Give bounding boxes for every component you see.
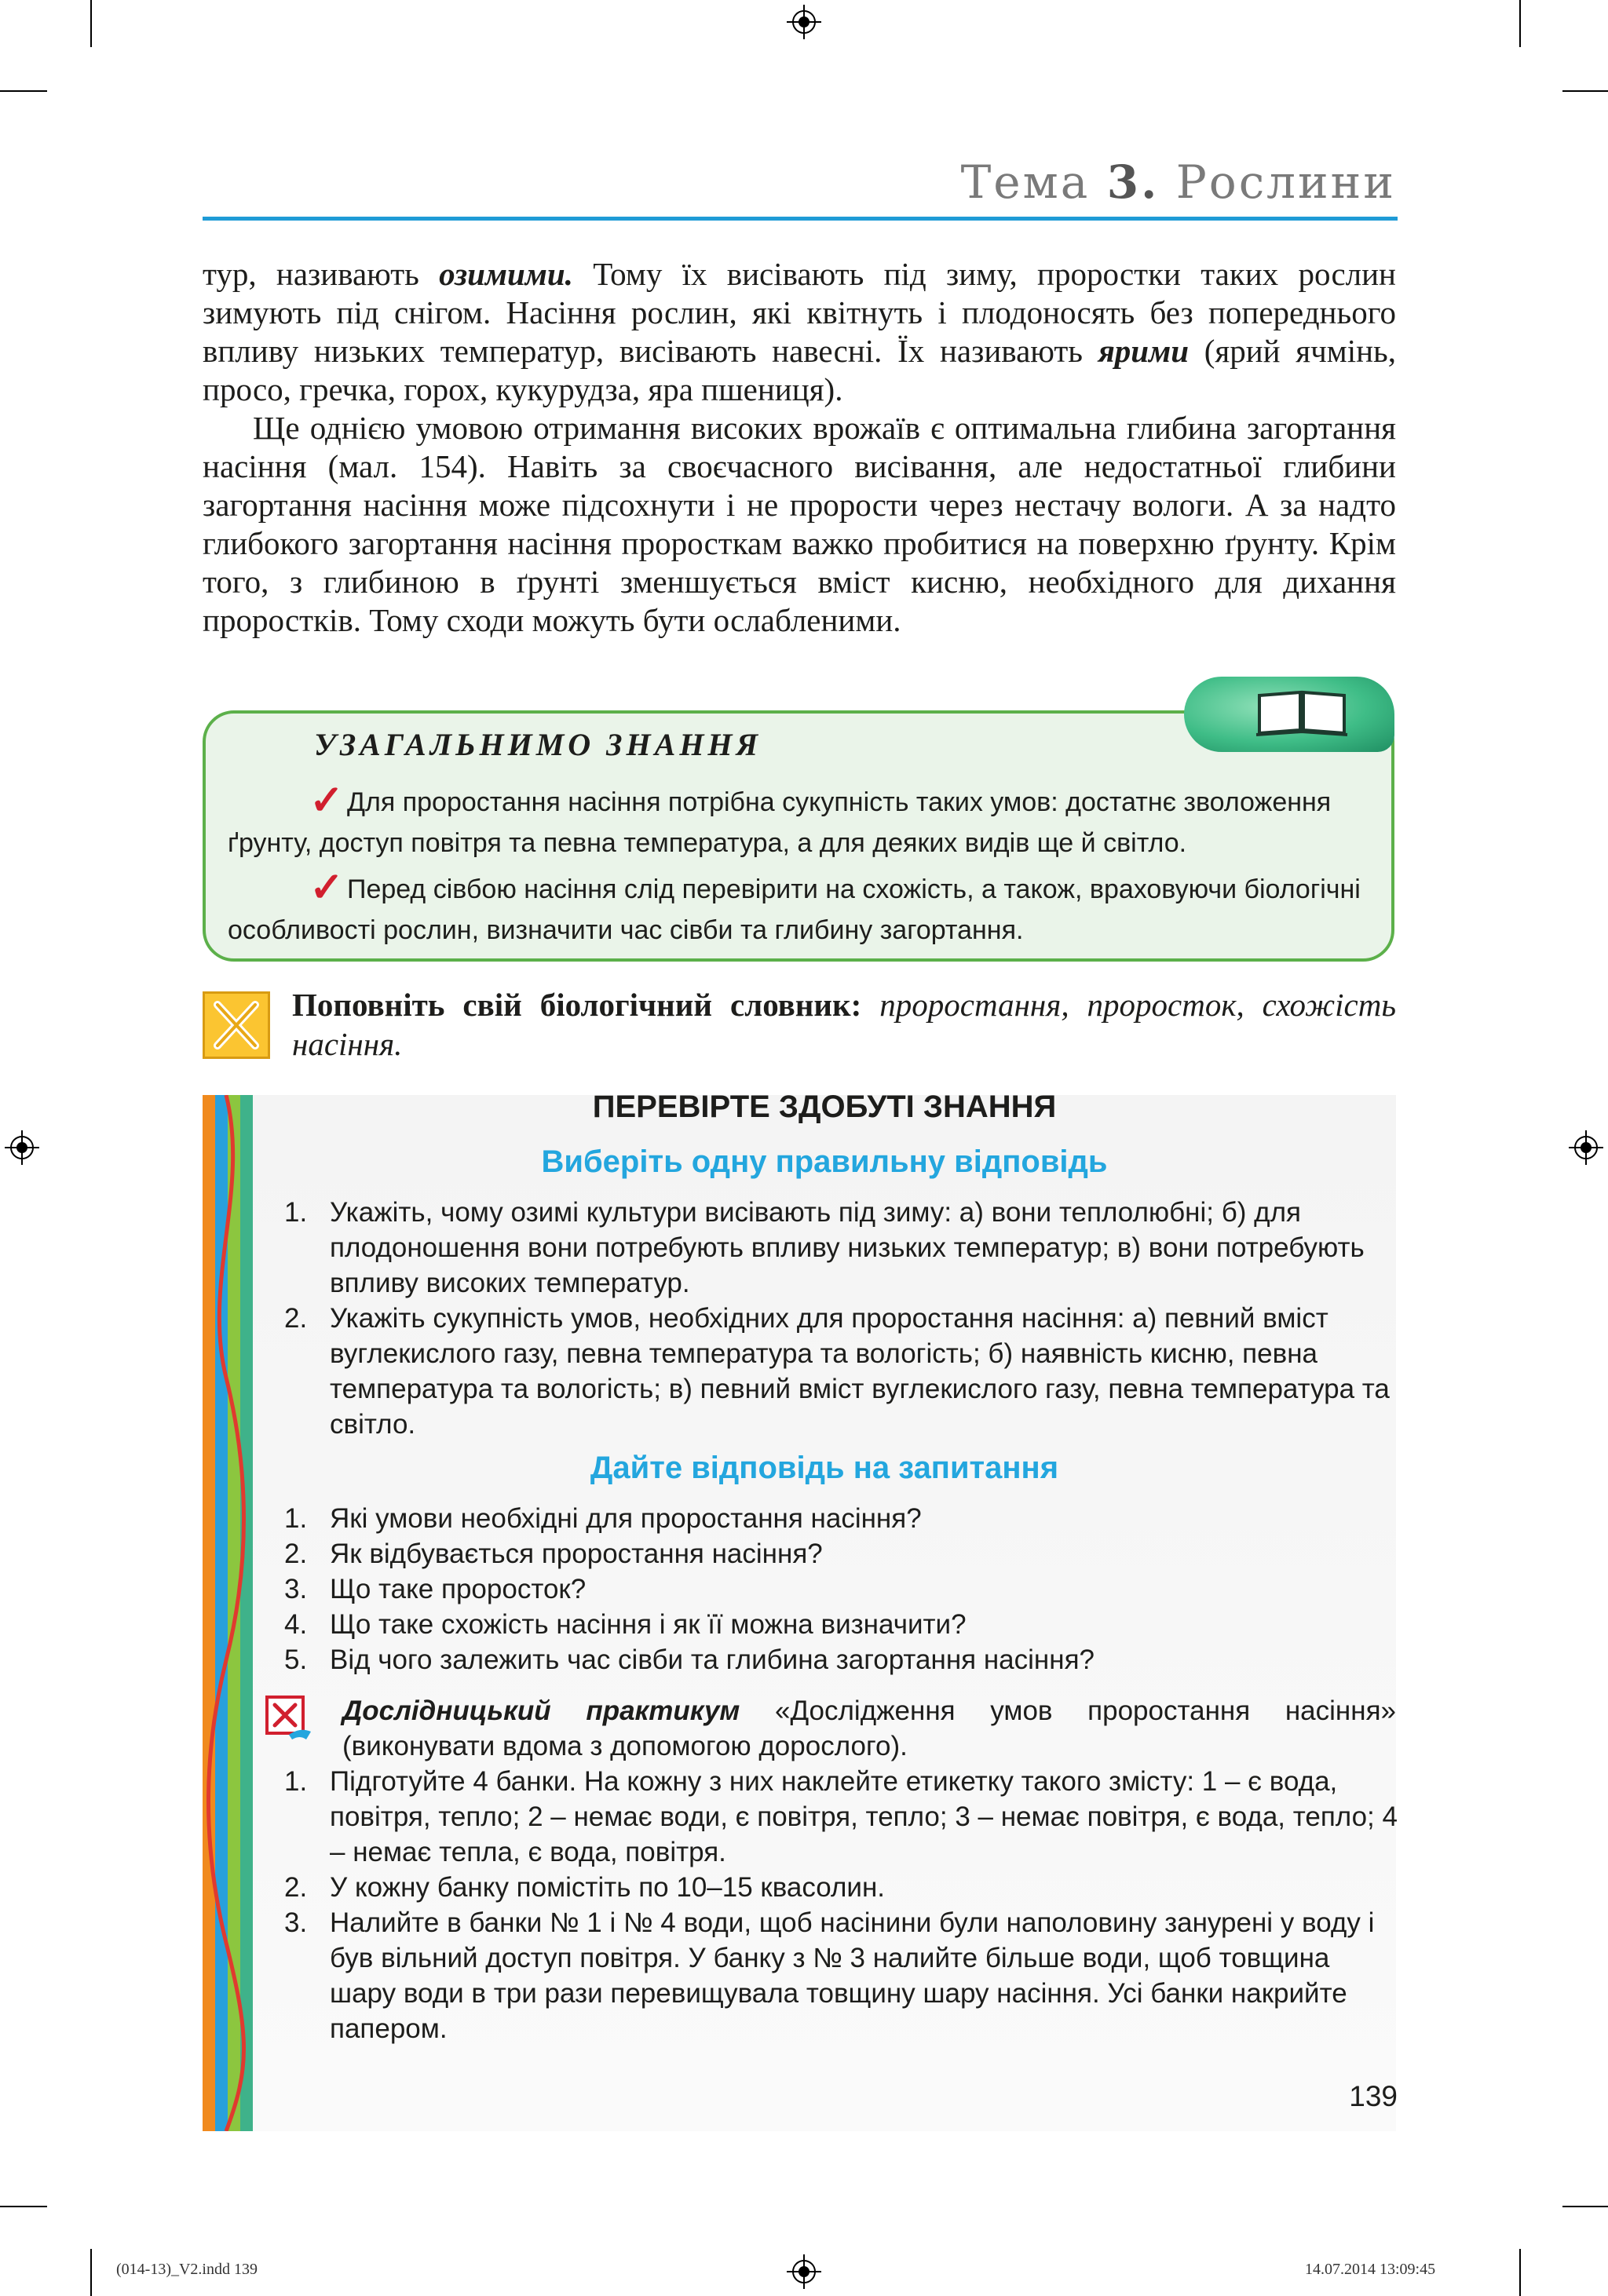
intro-paragraph-2: Ще однією умовою отримання високих врожаїв є оптимальна глибина загортання насіння (мал. 154). Навіть за своєчасного висівання, але недостатньої глибини загортання насіння може підсохнути і не прорости через нестачу вологи. А за надто глибокого загортання насіння проросткам важко пробитися на поверхню ґрунту. Крім того, з глибиною в ґрунті зменшується вміст кисню, необхідного для дихання проростків. Тому сходи можуть бути ослабленими. [203,410,1396,638]
item-number: 5. [284,1644,308,1675]
item-number: 1. [284,1766,308,1797]
item-number: 2. [284,1303,308,1334]
registration-mark-icon [787,2254,821,2289]
dictionary-words: проростання, проросток, схожість насіння. [292,987,1396,1062]
item-text: Від чого залежить час сівби та глибина загортання насіння? [330,1644,1095,1675]
item-number: 3. [284,1574,308,1604]
slug-file: (014-13)_V2.indd 139 [116,2261,258,2278]
item-number: 2. [284,1539,308,1569]
summary-item-text: Перед сівбою насіння слід перевірити на схожість, а також, враховуючи біологічні особливості рослин, визначити час сівби та глибину загортання. [228,874,1361,945]
intro-paragraph-1 [203,255,1396,409]
check-title: ПЕРЕВІРТЕ ЗДОБУТІ ЗНАННЯ [592,1090,1057,1124]
practicum-intro [342,1693,1396,1764]
list-item [275,1571,1398,1607]
item-number: 2. [284,1872,308,1903]
dictionary-text [292,985,1396,1064]
slug-date: 14.07.2014 13:09:45 [1305,2261,1436,2278]
item-number: 4. [284,1609,308,1640]
practicum-steps [275,1764,1398,2046]
crop-mark [1562,90,1608,92]
item-number: 1. [284,1197,308,1228]
topic-word: Тема [960,155,1091,209]
item-text: Що таке проросток? [330,1574,587,1604]
checkmark-icon: ✓ [309,778,344,823]
crop-mark [0,2206,47,2207]
item-number: 3. [284,1907,308,1938]
item-text: Що таке схожість насіння і як її можна визначити? [330,1609,967,1640]
item-text: Які умови необхідні для проростання насіння? [330,1503,922,1534]
page-number: 139 [1349,2080,1398,2112]
practicum-description: «Дослідження умов проростання насіння» (виконувати вдома з допомогою дорослого). [342,1696,1396,1761]
dictionary-lead: Поповніть свій біологічний словник: [292,987,862,1023]
list-item [275,1301,1398,1442]
crop-mark [90,2249,92,2296]
qa-list [275,1501,1398,1677]
mc-title: Виберіть одну правильну відповідь [541,1144,1108,1179]
list-item [275,1195,1398,1301]
summary-item-1 [228,780,1366,863]
topic-name: Рослини [1175,155,1396,209]
qa-title: Дайте відповідь на запитання [590,1451,1059,1485]
summary-title: УЗАГАЛЬНИМО ЗНАННЯ [314,727,762,762]
topic-header [961,155,1396,209]
registration-mark-icon [5,1130,39,1165]
list-item [275,1764,1398,1870]
summary-item-2 [228,867,1366,951]
item-text: Укажіть, чому озимі культури висівають під зиму: а) вони теплолюбні; б) для плодоношення вони потребують впливу низьких температур; в) вони потребують впливу високих температур. [330,1197,1365,1298]
item-text: Укажіть сукупність умов, необхідних для проростання насіння: а) певний вміст вуглекислого газу, певна температура та вологість; б) наявність кисню, певна температура та вологість; в) певний вміст вуглекислого газу, певна температура та світло. [330,1303,1390,1440]
item-number: 1. [284,1503,308,1534]
topic-number: 3. [1106,155,1160,209]
header-rule [203,217,1398,221]
mc-list [275,1195,1398,1442]
crop-mark [1519,0,1521,47]
practicum-icon [265,1696,314,1743]
list-item [275,1607,1398,1642]
practicum-title: Дослідницький практикум [342,1696,740,1726]
text-run: (ярий ячмінь, просо, гречка, горох, кукурудза, яра пшениця). [203,333,1396,407]
registration-mark-icon [1569,1130,1603,1165]
term-ozymi: озимими. [439,256,573,292]
list-item [275,1501,1398,1536]
text-run: тур, називають [203,256,440,292]
term-yari: ярими [1098,333,1189,369]
summary-item-text: Для проростання насіння потрібна сукупність таких умов: достатнє зволоження ґрунту, доступ повітря та певна температура, а для деяких видів ще й світло. [228,787,1332,858]
item-text: Як відбувається проростання насіння? [330,1539,823,1569]
crop-mark [1562,2206,1608,2207]
intro-text [203,255,1396,640]
item-text: Підготуйте 4 банки. На кожну з них наклейте етикетку такого змісту: 1 – є вода, повітря, тепло; 2 – немає води, є повітря, тепло; 3 – немає повітря, є вода, тепло; 4 – немає тепла, є вода, повітря. [330,1766,1398,1867]
crop-mark [0,90,47,92]
crop-mark [90,0,92,47]
crop-mark [1519,2249,1521,2296]
list-item [275,1642,1398,1677]
decorative-stripe [203,1095,253,2131]
text-run: Тому їх висівають під зиму, проростки таких рослин зимують під снігом. Насіння рослин, які квітнуть і плодоносять без попереднього впливу низьких температур, висівають навесні. Їх називають [203,256,1397,369]
cross-pen-icon [205,994,268,1057]
checkmark-icon: ✓ [309,865,344,911]
list-item [275,1536,1398,1571]
list-item [275,1870,1398,1905]
list-item [275,1905,1398,2046]
dictionary-icon [203,991,270,1059]
item-text: Налийте в банки № 1 і № 4 води, щоб насінини були наполовину занурені у воду і був вільний доступ повітря. У банку з № 3 налийте більше води, щоб товщина шару води в три рази перевищувала товщину шару насіння. Усі банки накрийте папером. [330,1907,1375,2044]
registration-mark-icon [787,5,821,39]
item-text: У кожну банку помістіть по 10–15 квасолин. [330,1872,886,1903]
book-icon [1255,688,1349,738]
